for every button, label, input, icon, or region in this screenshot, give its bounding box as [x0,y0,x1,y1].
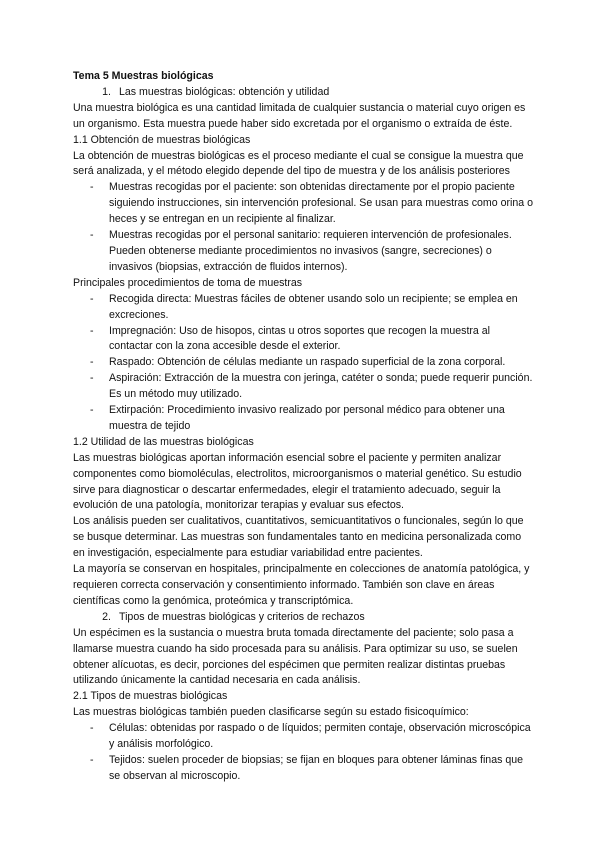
section-heading-text: Tipos de muestras biológicas y criterios de rechazos [119,610,365,623]
list-item-text: Raspado: Obtención de células mediante un raspado superficial de la zona corporal. [109,356,506,369]
specimen-paragraph: Un espécimen es la sustancia o muestra bruta tomada directamente del paciente; solo pasa a llamarse muestra cuando ha sido procesada para su análisis. Para optimizar su uso, se suelen obtener alícuotas, es decir, porciones del espécimen que permiten realizar distintas pruebas utilizando únicamente la cantidad necesaria en cada análisis. [73,626,518,687]
list-item [73,324,535,356]
sample-types-list [73,721,535,785]
list-item-text: Aspiración: Extracción de la muestra con jeringa, catéter o sonda; puede requerir punción. Es un método muy utilizado. [109,372,533,401]
list-item [73,355,535,371]
analysis-paragraph: Los análisis pueden ser cualitativos, cuantitativos, semicuantitativos o funcionales, según lo que se busque determinar. Las muestras son fundamentales tanto en medicina personalizada como en investigación, especialmente para estudiar variabilidad entre pacientes. [73,515,524,560]
list-item-text: Impregnación: Uso de hisopos, cintas u otros soportes que recogen la muestra al contactar con la zona accesible desde el exterior. [109,324,490,353]
dash-bullet: - [90,753,94,766]
list-item [73,403,535,435]
dash-bullet: - [90,324,94,337]
dash-bullet: - [90,356,94,369]
obtention-paragraph: La obtención de muestras biológicas es el proceso mediante el cual se consigue la muestra que será analizada, y el método elegido depende del tipo de muestra y de los análisis posteriores [73,149,524,178]
list-item-text: Muestras recogidas por el personal sanitario: requieren intervención de profesionales. Pueden obtenerse mediante procedimientos no invasivos (sangre, secreciones) o invasivos (biopsias, extracción de fluidos internos). [109,229,512,273]
document-body [73,69,535,785]
conservation-paragraph: La mayoría se conservan en hospitales, principalmente en colecciones de anatomía patológica, y requieren correcta conservación y consentimiento informado. También son clave en áreas científicas como la genómica, proteómica y transcriptómica. [73,563,530,607]
list-item [73,753,535,785]
procedures-list [73,292,535,435]
list-item-text: Recogida directa: Muestras fáciles de obtener usando solo un recipiente; se emplea en excreciones. [109,292,518,321]
procedures-heading: Principales procedimientos de toma de muestras [73,276,303,289]
types-paragraph: Las muestras biológicas también pueden clasificarse según su estado fisicoquímico: [73,706,469,719]
subsection-1-1-heading: 1.1 Obtención de muestras biológicas [73,133,251,146]
list-item-text: Células: obtenidas por raspado o de líquidos; permiten contaje, observación microscópica y análisis morfológico. [109,722,531,751]
dash-bullet: - [90,722,94,735]
utility-paragraph: Las muestras biológicas aportan información esencial sobre el paciente y permiten analizar componentes como biomoléculas, electrolitos, microorganismos o material genético. Su estudio sirve para diagnosticar o descartar enfermedades, elegir el tratamiento adecuado, seguir la evolución de una patología, monitorizar terapias y evaluar sus efectos. [73,451,522,512]
dash-bullet: - [90,372,94,385]
list-item [73,228,535,276]
dash-bullet: - [90,404,94,417]
list-item [73,180,535,228]
subsection-2-1-heading: 2.1 Tipos de muestras biológicas [73,690,228,703]
subsection-1-2-heading: 1.2 Utilidad de las muestras biológicas [73,435,254,448]
section-number: 2. [102,610,111,623]
sample-collector-list [73,180,535,275]
section-2-heading [73,610,535,626]
section-1-heading [73,85,535,101]
list-item [73,721,535,753]
list-item-text: Muestras recogidas por el paciente: son obtenidas directamente por el propio paciente siguiendo instrucciones, sin intervención profesional. Se usan para muestras como orina o heces y se entregan en un recipiente al finalizar. [109,181,533,226]
list-item-text: Tejidos: suelen proceder de biopsias; se fijan en bloques para obtener láminas finas que se observan al microscopio. [109,753,524,782]
section-heading-text: Las muestras biológicas: obtención y utilidad [119,85,330,98]
list-item-text: Extirpación: Procedimiento invasivo realizado por personal médico para obtener una muestra de tejido [109,404,505,432]
dash-bullet: - [90,229,94,242]
dash-bullet: - [90,292,94,305]
dash-bullet: - [90,181,94,194]
section-number: 1. [102,85,111,98]
intro-paragraph: Una muestra biológica es una cantidad limitada de cualquier sustancia o material cuyo origen es un organismo. Esta muestra puede haber sido excretada por el organismo o extraída de éste. [73,101,526,130]
list-item [73,371,535,403]
document-title: Tema 5 Muestras biológicas [73,70,214,82]
list-item [73,292,535,324]
